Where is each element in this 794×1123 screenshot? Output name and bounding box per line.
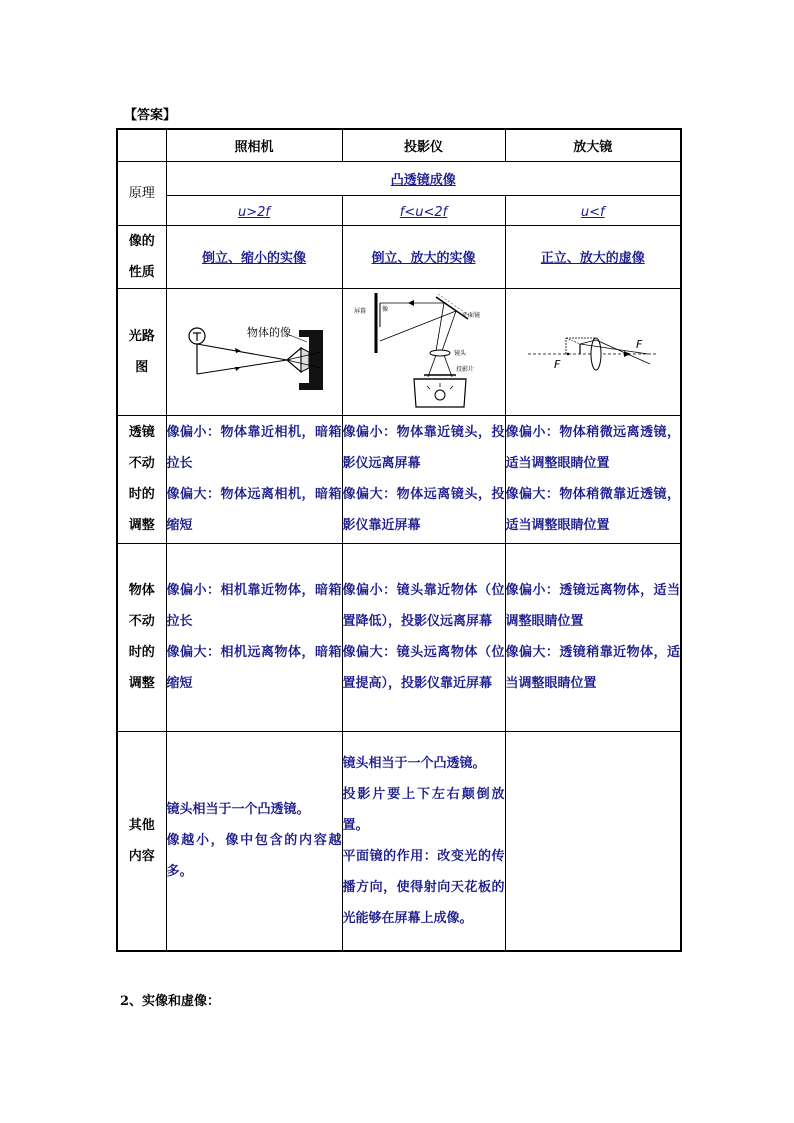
principle-label: 原理 <box>117 161 166 225</box>
objfixed-label-3: 时的 <box>128 645 155 660</box>
lensfixed-magnifier-large: 像偏大：物体稍微靠近透镜，适当调整眼睛位置 <box>505 487 680 533</box>
col-projector: 投影仪 <box>342 129 505 161</box>
objfixed-camera <box>166 543 342 731</box>
objfixed-magnifier-small: 像偏小：透镜远离物体，适当调整眼睛位置 <box>505 583 680 629</box>
lensfixed-projector-large: 像偏大：物体远离镜头，投影仪靠近屏幕 <box>342 487 505 533</box>
magnifier-ray-diagram <box>518 310 668 390</box>
nature-label-2: 性质 <box>128 264 155 280</box>
objfixed-camera-large: 像偏大：相机远离物体，暗箱缩短 <box>166 645 342 691</box>
lens-fixed-row <box>117 415 681 543</box>
lensfixed-projector-small: 像偏小：物体靠近镜头，投影仪远离屏幕 <box>342 425 505 471</box>
lensfixed-camera-large: 像偏大：物体远离相机，暗箱缩短 <box>166 487 342 533</box>
section-2-heading: 2、实像和虚像： <box>120 994 221 1009</box>
nature-row <box>117 225 681 288</box>
objfixed-label-2: 不动 <box>128 614 155 629</box>
image-label: 像 <box>381 305 388 313</box>
other-projector <box>342 731 505 951</box>
objfixed-camera-small: 像偏小：相机靠近物体，暗箱拉长 <box>166 583 342 629</box>
col-magnifier: 放大镜 <box>505 129 681 161</box>
lensfixed-magnifier-small: 像偏小：物体稍微远离透镜，适当调整眼睛位置 <box>505 425 680 471</box>
lensfixed-label-4: 调整 <box>128 518 155 533</box>
col-camera: 照相机 <box>166 129 342 161</box>
other-row <box>117 731 681 951</box>
object-fixed-row <box>117 543 681 731</box>
nature-camera: 倒立、缩小的实像 <box>166 225 342 288</box>
lensfixed-projector <box>342 415 505 543</box>
lens-label: 镜头 <box>453 349 466 357</box>
camera-caption: 物体的像 <box>247 325 291 339</box>
camera-ray-diagram <box>169 290 339 410</box>
focus-left-label: F <box>553 357 561 371</box>
other-camera <box>166 731 342 951</box>
slide-label: 投影片 <box>455 365 474 373</box>
condition-magnifier: u<f <box>580 204 605 220</box>
objfixed-magnifier <box>505 543 681 731</box>
lightpath-label-1: 光路 <box>128 328 155 344</box>
condition-row <box>117 195 681 225</box>
nature-projector: 倒立、放大的实像 <box>342 225 505 288</box>
principle-row <box>117 161 681 195</box>
lightpath-row <box>117 288 681 415</box>
lensfixed-label-3: 时的 <box>128 487 155 502</box>
lightpath-label-2: 图 <box>135 359 149 375</box>
projector-ray-diagram <box>344 289 504 411</box>
lensfixed-camera <box>166 415 342 543</box>
other-camera-2: 像越小，像中包含的内容越多。 <box>166 833 342 880</box>
mirror-label: 平面镜 <box>461 311 480 319</box>
objfixed-projector-large: 像偏大：镜头远离物体（位置提高），投影仪靠近屏幕 <box>342 645 505 691</box>
lensfixed-camera-small: 像偏小：物体靠近相机，暗箱拉长 <box>166 425 342 471</box>
nature-label-1: 像的 <box>128 233 155 249</box>
projector-diagram-cell <box>342 288 505 415</box>
other-magnifier <box>505 731 681 951</box>
principle-common: 凸透镜成像 <box>166 161 681 195</box>
screen-label: 屏幕 <box>353 307 366 315</box>
other-label-1: 其他 <box>128 817 155 833</box>
objfixed-label-4: 调整 <box>128 676 155 691</box>
camera-diagram-cell <box>166 288 342 415</box>
condition-camera: u>2f <box>238 204 270 220</box>
header-row <box>117 129 681 161</box>
lens-comparison-table <box>116 128 682 952</box>
corner-cell <box>117 129 166 161</box>
lensfixed-label-2: 不动 <box>128 456 155 471</box>
answer-heading: 【答案】 <box>124 108 177 123</box>
nature-magnifier: 正立、放大的虚像 <box>505 225 681 288</box>
other-projector-3: 平面镜的作用：改变光的传播方向，使得射向天花板的光能够在屏幕上成像。 <box>342 848 505 926</box>
other-projector-1: 镜头相当于一个凸透镜。 <box>342 755 486 771</box>
magnifier-diagram-cell <box>505 288 681 415</box>
other-projector-2: 投影片要上下左右颠倒放置。 <box>342 786 505 833</box>
objfixed-magnifier-large: 像偏大：透镜稍靠近物体，适当调整眼睛位置 <box>505 645 680 691</box>
objfixed-projector <box>342 543 505 731</box>
other-label-2: 内容 <box>128 848 155 864</box>
objfixed-projector-small: 像偏小：镜头靠近物体（位置降低），投影仪远离屏幕 <box>342 583 505 629</box>
objfixed-label-1: 物体 <box>128 583 155 598</box>
condition-projector: f<u<2f <box>399 204 448 220</box>
focus-right-label: F <box>635 337 643 351</box>
other-camera-1: 镜头相当于一个凸透镜。 <box>166 802 310 818</box>
lensfixed-label-1: 透镜 <box>128 425 155 440</box>
lensfixed-magnifier <box>505 415 681 543</box>
